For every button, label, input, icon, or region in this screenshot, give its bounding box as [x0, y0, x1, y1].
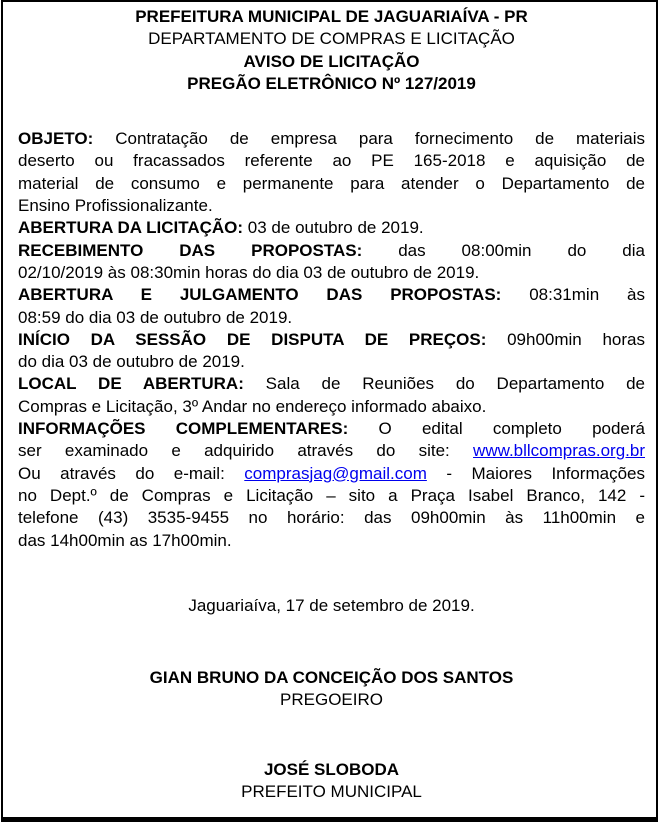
signature-block-pregoeiro — [18, 667, 645, 712]
document-line — [18, 418, 645, 440]
document-line — [18, 195, 645, 217]
document-line — [18, 217, 645, 239]
document-line — [18, 128, 645, 150]
document-line — [18, 485, 645, 507]
document-line — [18, 307, 645, 329]
header-line: AVISO DE LICITAÇÃO — [243, 51, 420, 71]
bold-label: INÍCIO DA SESSÃO DE DISPUTA DE PREÇOS: — [18, 329, 487, 349]
header-line: DEPARTAMENTO DE COMPRAS E LICITAÇÃO — [148, 29, 515, 49]
document-line — [18, 351, 645, 373]
document-line — [18, 173, 645, 195]
bold-label: OBJETO: — [18, 129, 94, 149]
text-segment: telefone (43) 3535-9455 no horário: das 09h00min às 11h00min e — [18, 508, 645, 528]
document-line — [18, 329, 645, 351]
document-line — [18, 440, 645, 462]
text-segment: O edital completo poderá — [348, 419, 645, 439]
email-link[interactable]: comprasjag@gmail.com — [244, 463, 427, 483]
notice-page — [1, 0, 658, 822]
bold-label: INFORMAÇÕES COMPLEMENTARES: — [18, 419, 349, 439]
header-line: PREFEITURA MUNICIPAL DE JAGUARIAÍVA - PR — [135, 7, 528, 26]
text-segment: - Maiores Informações — [426, 463, 645, 483]
signature-block-prefeito — [18, 759, 645, 804]
text-segment: Contratação de empresa para fornecimento de materiais — [93, 129, 645, 149]
document-line — [18, 396, 645, 418]
header-line: PREGÃO ELETRÔNICO Nº 127/2019 — [187, 73, 476, 93]
text-segment: Ensino Profissionalizante. — [18, 196, 213, 216]
text-segment: 03 de outubro de 2019. — [243, 218, 424, 238]
document-line — [18, 530, 645, 552]
text-segment: deserto ou fracassados referente ao PE 165-2018 e aquisição de — [18, 151, 645, 171]
document-body — [18, 128, 645, 552]
signatory-role: PREFEITO MUNICIPAL — [241, 782, 422, 802]
document-header — [18, 6, 645, 95]
text-segment: no Dept.º de Compras e Licitação – sito a Praça Isabel Branco, 142 - — [18, 485, 645, 505]
text-segment: Compras e Licitação, 3º Andar no endereço informado abaixo. — [18, 396, 487, 416]
text-segment: 02/10/2019 às 08:30min horas do dia 03 de outubro de 2019. — [18, 262, 480, 282]
document-line — [18, 507, 645, 529]
document-line — [18, 463, 645, 485]
document-line — [18, 150, 645, 172]
text-segment: 08:31min às — [501, 285, 645, 305]
signatory-name: JOSÉ SLOBODA — [263, 759, 400, 779]
document-line — [18, 373, 645, 395]
bold-label: LOCAL DE ABERTURA: — [18, 374, 244, 394]
text-segment: material de consumo e permanente para atender o Departamento de — [18, 173, 645, 193]
signatory-name: GIAN BRUNO DA CONCEIÇÃO DOS SANTOS — [149, 668, 514, 688]
text-segment: Ou através do e-mail: — [18, 463, 245, 483]
document-line — [18, 240, 645, 262]
bold-label: ABERTURA DA LICITAÇÃO: — [18, 218, 244, 238]
site-link[interactable]: www.bllcompras.org.br — [473, 441, 645, 461]
text-segment: das 08:00min do dia — [362, 240, 645, 260]
text-segment: ser examinado e adquirido através do site: — [18, 441, 474, 461]
signatory-role: PREGOEIRO — [280, 690, 383, 710]
document-line — [18, 284, 645, 306]
text-segment: das 14h00min as 17h00min. — [18, 530, 232, 550]
bold-label: RECEBIMENTO DAS PROPOSTAS: — [18, 240, 363, 260]
date-line: Jaguariaíva, 17 de setembro de 2019. — [188, 595, 475, 615]
text-segment: 09h00min horas — [486, 329, 645, 349]
text-segment: do dia 03 de outubro de 2019. — [18, 352, 245, 372]
text-segment: Sala de Reuniões do Departamento de — [243, 374, 645, 394]
text-segment: 08:59 do dia 03 de outubro de 2019. — [18, 307, 293, 327]
bold-label: ABERTURA E JULGAMENTO DAS PROPOSTAS: — [18, 285, 502, 305]
document-line — [18, 262, 645, 284]
